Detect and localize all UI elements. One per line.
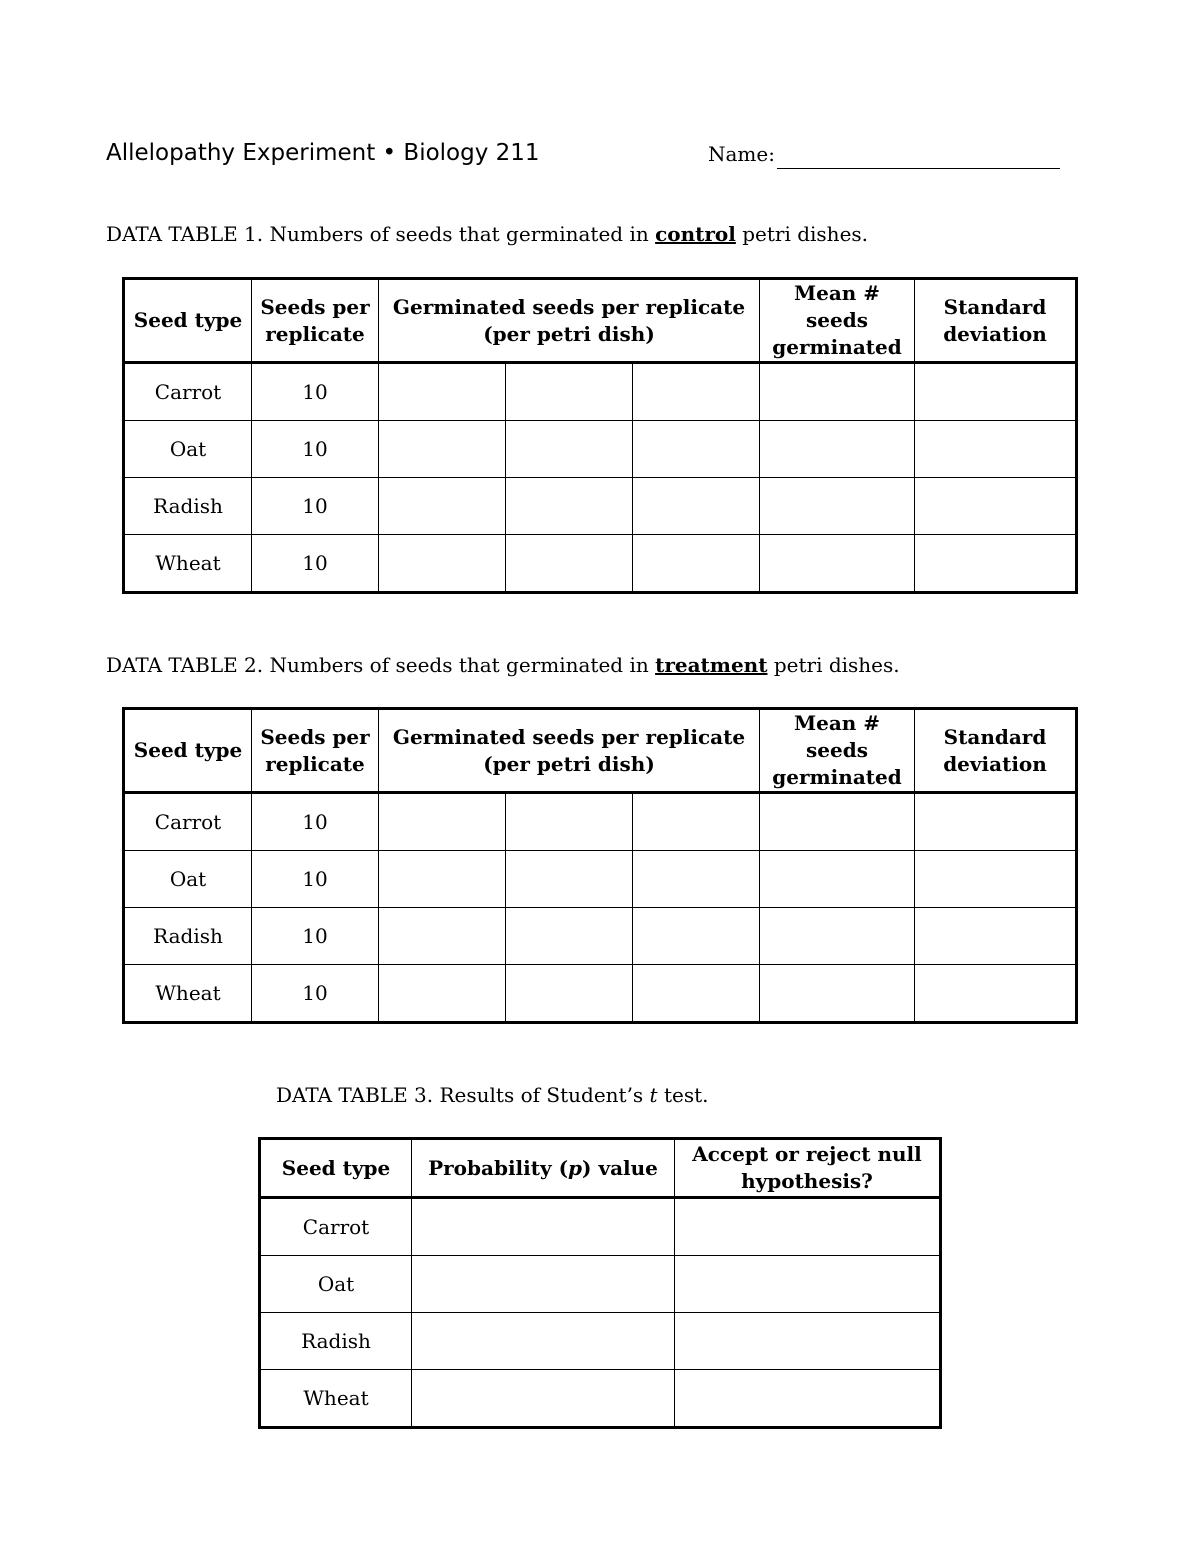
table1-caption [106, 222, 868, 246]
seeds-per-replicate-cell: 10 [252, 478, 379, 535]
seed-type-cell: Oat [124, 851, 252, 908]
table-row [124, 793, 1077, 851]
replicate-3-cell[interactable] [633, 908, 760, 965]
data-table-3 [258, 1137, 942, 1429]
replicate-2-cell[interactable] [506, 478, 633, 535]
table-row [124, 908, 1077, 965]
seed-type-cell: Wheat [124, 965, 252, 1023]
seeds-per-replicate-cell: 10 [252, 421, 379, 478]
seeds-per-replicate-cell: 10 [252, 851, 379, 908]
table-row [124, 421, 1077, 478]
seed-type-cell: Radish [124, 478, 252, 535]
std-cell[interactable] [915, 793, 1077, 851]
seed-type-cell: Carrot [124, 793, 252, 851]
table-row [260, 1198, 941, 1256]
probability-cell[interactable] [412, 1313, 675, 1370]
table-header-row [260, 1139, 941, 1198]
mean-cell[interactable] [760, 535, 915, 593]
probability-cell[interactable] [412, 1256, 675, 1313]
mean-cell[interactable] [760, 793, 915, 851]
table2-caption-suffix: petri dishes. [767, 653, 900, 677]
replicate-3-cell[interactable] [633, 478, 760, 535]
data-table-1 [122, 277, 1078, 594]
seeds-per-replicate-cell: 10 [252, 535, 379, 593]
mean-cell[interactable] [760, 421, 915, 478]
probability-cell[interactable] [412, 1370, 675, 1428]
header-std: Standard deviation [915, 709, 1077, 793]
std-cell[interactable] [915, 478, 1077, 535]
header-seed-type: Seed type [260, 1139, 412, 1198]
replicate-2-cell[interactable] [506, 908, 633, 965]
seed-type-cell: Carrot [124, 363, 252, 421]
replicate-1-cell[interactable] [379, 535, 506, 593]
table3-caption-suffix: test. [657, 1083, 709, 1107]
std-cell[interactable] [915, 851, 1077, 908]
table3-caption-italic: t [649, 1083, 658, 1107]
table-row [124, 363, 1077, 421]
name-label: Name: [708, 142, 775, 166]
seed-type-cell: Radish [124, 908, 252, 965]
std-cell[interactable] [915, 965, 1077, 1023]
header-probability [412, 1139, 675, 1198]
decision-cell[interactable] [675, 1313, 941, 1370]
table1-caption-prefix: DATA TABLE 1. Numbers of seeds that germinated in [106, 222, 656, 246]
seeds-per-replicate-cell: 10 [252, 793, 379, 851]
table-header-row [124, 279, 1077, 363]
header-probability-italic: p [568, 1155, 583, 1180]
replicate-3-cell[interactable] [633, 363, 760, 421]
replicate-1-cell[interactable] [379, 793, 506, 851]
seed-type-cell: Wheat [124, 535, 252, 593]
header-germinated: Germinated seeds per replicate (per petri dish) [379, 709, 760, 793]
header-probability-prefix: Probability ( [428, 1155, 569, 1180]
replicate-3-cell[interactable] [633, 965, 760, 1023]
page-title: Allelopathy Experiment • Biology 211 [106, 140, 540, 166]
header-seed-type: Seed type [124, 279, 252, 363]
mean-cell[interactable] [760, 851, 915, 908]
table-row [124, 965, 1077, 1023]
table2-caption-prefix: DATA TABLE 2. Numbers of seeds that germinated in [106, 653, 656, 677]
replicate-2-cell[interactable] [506, 793, 633, 851]
replicate-1-cell[interactable] [379, 363, 506, 421]
decision-cell[interactable] [675, 1198, 941, 1256]
table3-caption [276, 1083, 708, 1107]
header-std: Standard deviation [915, 279, 1077, 363]
replicate-3-cell[interactable] [633, 793, 760, 851]
replicate-2-cell[interactable] [506, 421, 633, 478]
table1-caption-suffix: petri dishes. [735, 222, 869, 246]
replicate-3-cell[interactable] [633, 535, 760, 593]
seeds-per-replicate-cell: 10 [252, 363, 379, 421]
replicate-1-cell[interactable] [379, 965, 506, 1023]
table-row [260, 1256, 941, 1313]
table-row [260, 1313, 941, 1370]
table-row [260, 1370, 941, 1428]
replicate-1-cell[interactable] [379, 851, 506, 908]
replicate-2-cell[interactable] [506, 535, 633, 593]
seed-type-cell: Oat [124, 421, 252, 478]
table2-caption-emphasis: treatment [655, 653, 768, 677]
header-germinated: Germinated seeds per replicate (per petri dish) [379, 279, 760, 363]
table2-caption [106, 653, 900, 677]
header-seeds-per-replicate: Seeds per replicate [252, 279, 379, 363]
seeds-per-replicate-cell: 10 [252, 908, 379, 965]
std-cell[interactable] [915, 363, 1077, 421]
decision-cell[interactable] [675, 1370, 941, 1428]
mean-cell[interactable] [760, 363, 915, 421]
data-table-2 [122, 707, 1078, 1024]
replicate-2-cell[interactable] [506, 363, 633, 421]
header-seed-type: Seed type [124, 709, 252, 793]
std-cell[interactable] [915, 421, 1077, 478]
replicate-1-cell[interactable] [379, 908, 506, 965]
header-probability-suffix: ) value [582, 1155, 658, 1180]
replicate-2-cell[interactable] [506, 965, 633, 1023]
replicate-1-cell[interactable] [379, 421, 506, 478]
seed-type-cell: Radish [260, 1313, 412, 1370]
table-row [124, 851, 1077, 908]
header-mean: Mean # seeds germinated [760, 709, 915, 793]
mean-cell[interactable] [760, 908, 915, 965]
table3-caption-prefix: DATA TABLE 3. Results of Student’s [276, 1083, 650, 1107]
std-cell[interactable] [915, 908, 1077, 965]
seed-type-cell: Wheat [260, 1370, 412, 1428]
name-field-line[interactable] [777, 168, 1060, 169]
seed-type-cell: Carrot [260, 1198, 412, 1256]
probability-cell[interactable] [412, 1198, 675, 1256]
replicate-1-cell[interactable] [379, 478, 506, 535]
seeds-per-replicate-cell: 10 [252, 965, 379, 1023]
seed-type-cell: Oat [260, 1256, 412, 1313]
decision-cell[interactable] [675, 1256, 941, 1313]
header-seeds-per-replicate: Seeds per replicate [252, 709, 379, 793]
table1-caption-emphasis: control [655, 222, 736, 246]
replicate-3-cell[interactable] [633, 421, 760, 478]
table-row [124, 535, 1077, 593]
header-decision: Accept or reject null hypothesis? [675, 1139, 941, 1198]
header-mean: Mean # seeds germinated [760, 279, 915, 363]
replicate-3-cell[interactable] [633, 851, 760, 908]
replicate-2-cell[interactable] [506, 851, 633, 908]
mean-cell[interactable] [760, 478, 915, 535]
std-cell[interactable] [915, 535, 1077, 593]
table-header-row [124, 709, 1077, 793]
mean-cell[interactable] [760, 965, 915, 1023]
table-row [124, 478, 1077, 535]
